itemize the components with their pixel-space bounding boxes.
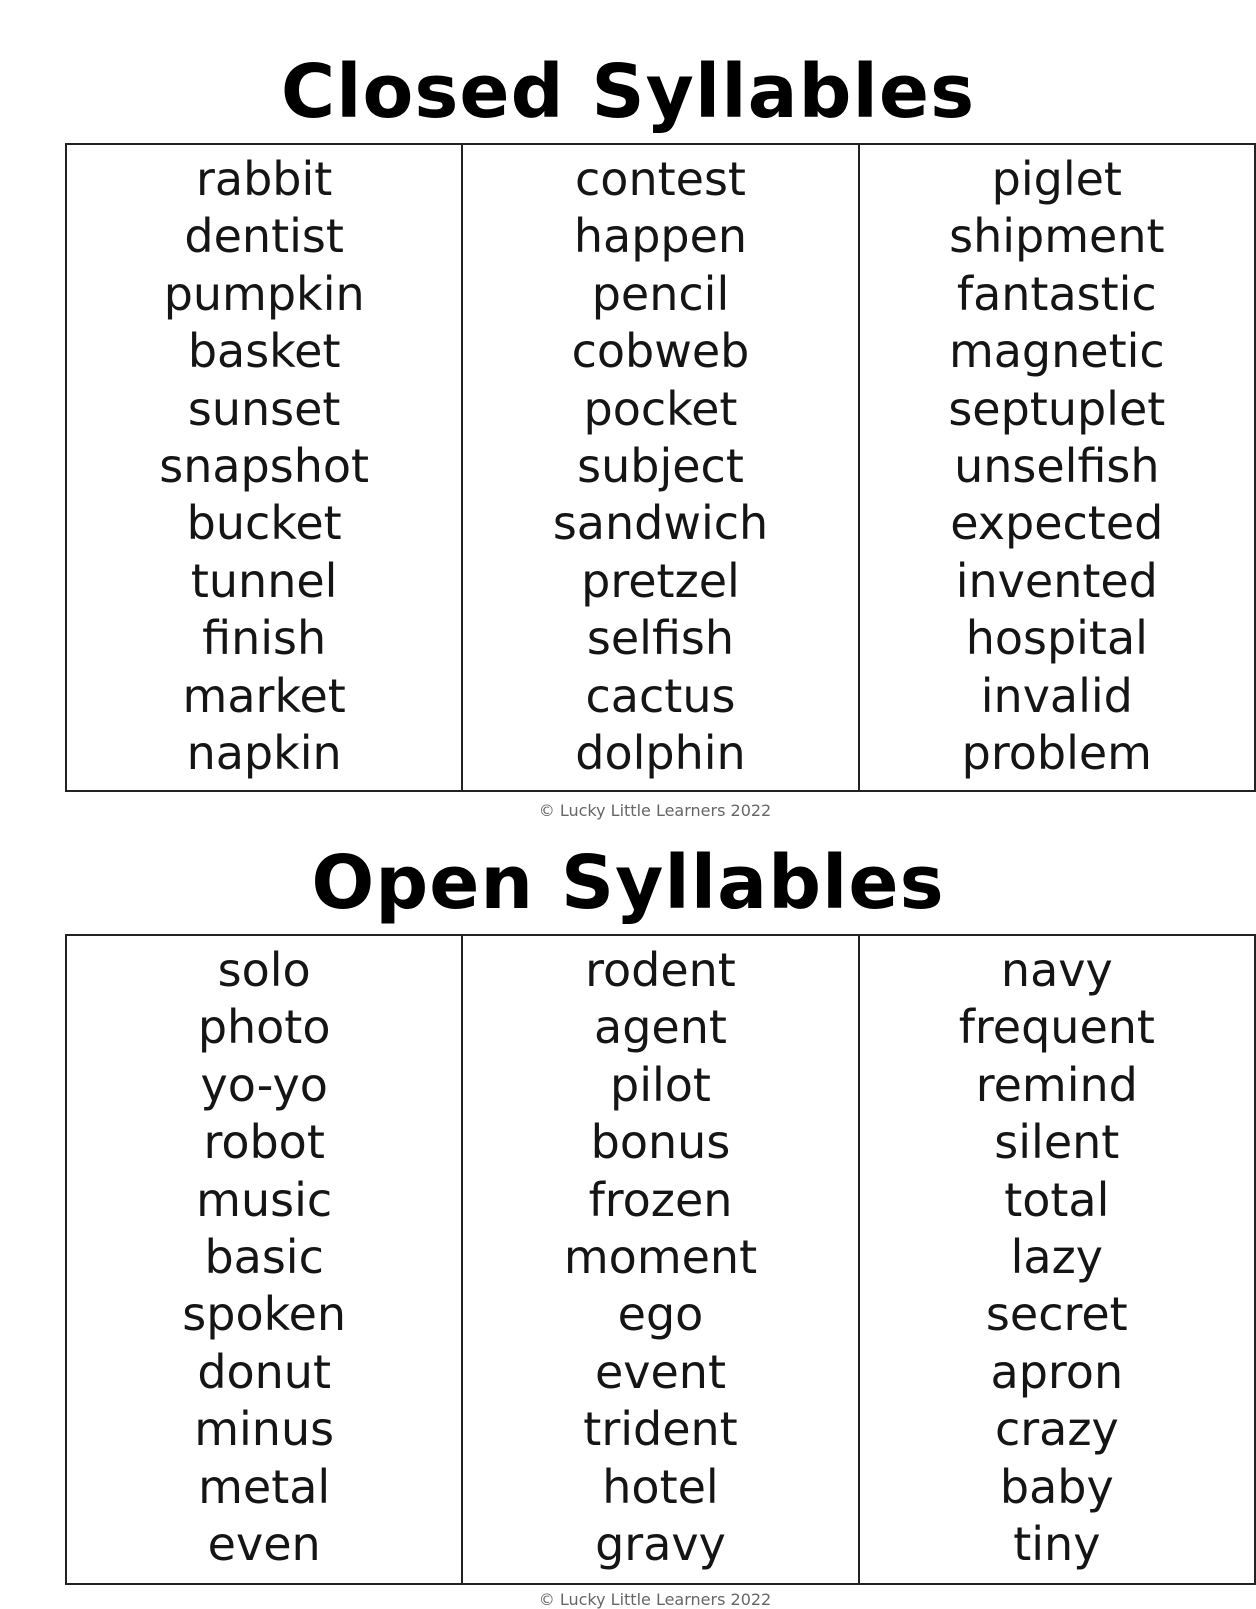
word-cell: shipment [949, 209, 1165, 264]
word-cell: selfish [586, 611, 735, 666]
word-cell: snapshot [159, 438, 370, 493]
word-cell: market [182, 668, 346, 723]
word-cell: napkin [186, 725, 342, 780]
word-cell: robot [203, 1115, 325, 1170]
word-cell: apron [990, 1344, 1124, 1399]
word-cell: photo [197, 1000, 331, 1055]
word-cell: finish [202, 611, 327, 666]
word-cell: expected [950, 496, 1164, 551]
word-cell: ego [617, 1287, 704, 1342]
word-cell: agent [594, 1000, 727, 1055]
closed-syllables-title: Closed Syllables [280, 49, 976, 135]
word-cell: magnetic [948, 324, 1165, 379]
open-column-3 [860, 936, 1256, 1583]
word-cell: hotel [602, 1459, 719, 1514]
word-cell: trident [583, 1402, 738, 1457]
word-cell: pretzel [581, 553, 740, 608]
word-cell: subject [577, 438, 744, 493]
word-cell: baby [999, 1459, 1114, 1514]
word-cell: metal [198, 1459, 331, 1514]
word-cell: rabbit [196, 152, 333, 206]
word-cell: moment [563, 1229, 758, 1284]
word-cell: invalid [980, 668, 1133, 723]
word-cell: music [196, 1172, 333, 1227]
word-cell: frequent [958, 1000, 1155, 1055]
word-cell: navy [1000, 943, 1113, 997]
word-cell: pumpkin [163, 266, 365, 321]
word-cell: pencil [591, 266, 730, 321]
word-cell: cactus [585, 668, 736, 723]
word-cell: sandwich [552, 496, 769, 551]
word-cell: pocket [583, 381, 738, 436]
word-cell: piglet [991, 152, 1122, 206]
word-cell: basket [187, 324, 341, 379]
word-cell: total [1004, 1172, 1110, 1227]
word-cell: fantastic [956, 266, 1157, 321]
word-cell: happen [573, 209, 748, 264]
word-cell: rodent [585, 943, 736, 997]
word-cell: spoken [182, 1287, 347, 1342]
open-column-1 [67, 936, 463, 1583]
word-cell: frozen [588, 1172, 733, 1227]
word-cell: unselfish [954, 438, 1160, 493]
closed-syllables-table [65, 143, 1256, 792]
word-cell: contest [575, 152, 746, 206]
closed-column-1 [67, 145, 463, 790]
copyright-text: © Lucky Little Learners 2022 [538, 801, 772, 820]
word-cell: problem [961, 725, 1152, 780]
word-cell: invented [955, 553, 1158, 608]
word-cell: gravy [595, 1516, 726, 1571]
word-cell: crazy [994, 1402, 1119, 1457]
word-cell: pilot [610, 1057, 711, 1112]
word-cell: cobweb [571, 324, 750, 379]
word-cell: hospital [965, 611, 1148, 666]
word-cell: silent [994, 1115, 1120, 1170]
closed-column-3 [860, 145, 1256, 790]
word-cell: lazy [1010, 1229, 1103, 1284]
word-cell: event [594, 1344, 726, 1399]
word-cell: donut [197, 1344, 331, 1399]
open-column-2 [463, 936, 859, 1583]
word-cell: sunset [187, 381, 341, 436]
open-syllables-title: Open Syllables [311, 840, 945, 926]
word-cell: solo [217, 943, 311, 997]
word-cell: minus [194, 1402, 335, 1457]
word-cell: bonus [590, 1115, 731, 1170]
word-cell: basic [204, 1229, 324, 1284]
word-cell: remind [975, 1057, 1138, 1112]
word-cell: yo-yo [200, 1057, 328, 1112]
word-cell: even [207, 1516, 321, 1571]
copyright-text: © Lucky Little Learners 2022 [538, 1590, 772, 1609]
open-syllables-table [65, 934, 1256, 1585]
closed-column-2 [463, 145, 859, 790]
word-cell: septuplet [948, 381, 1166, 436]
word-cell: dolphin [575, 725, 746, 780]
word-cell: dentist [184, 209, 344, 264]
word-cell: tiny [1013, 1516, 1101, 1571]
word-cell: secret [985, 1287, 1128, 1342]
word-cell: tunnel [190, 553, 338, 608]
word-cell: bucket [186, 496, 342, 551]
